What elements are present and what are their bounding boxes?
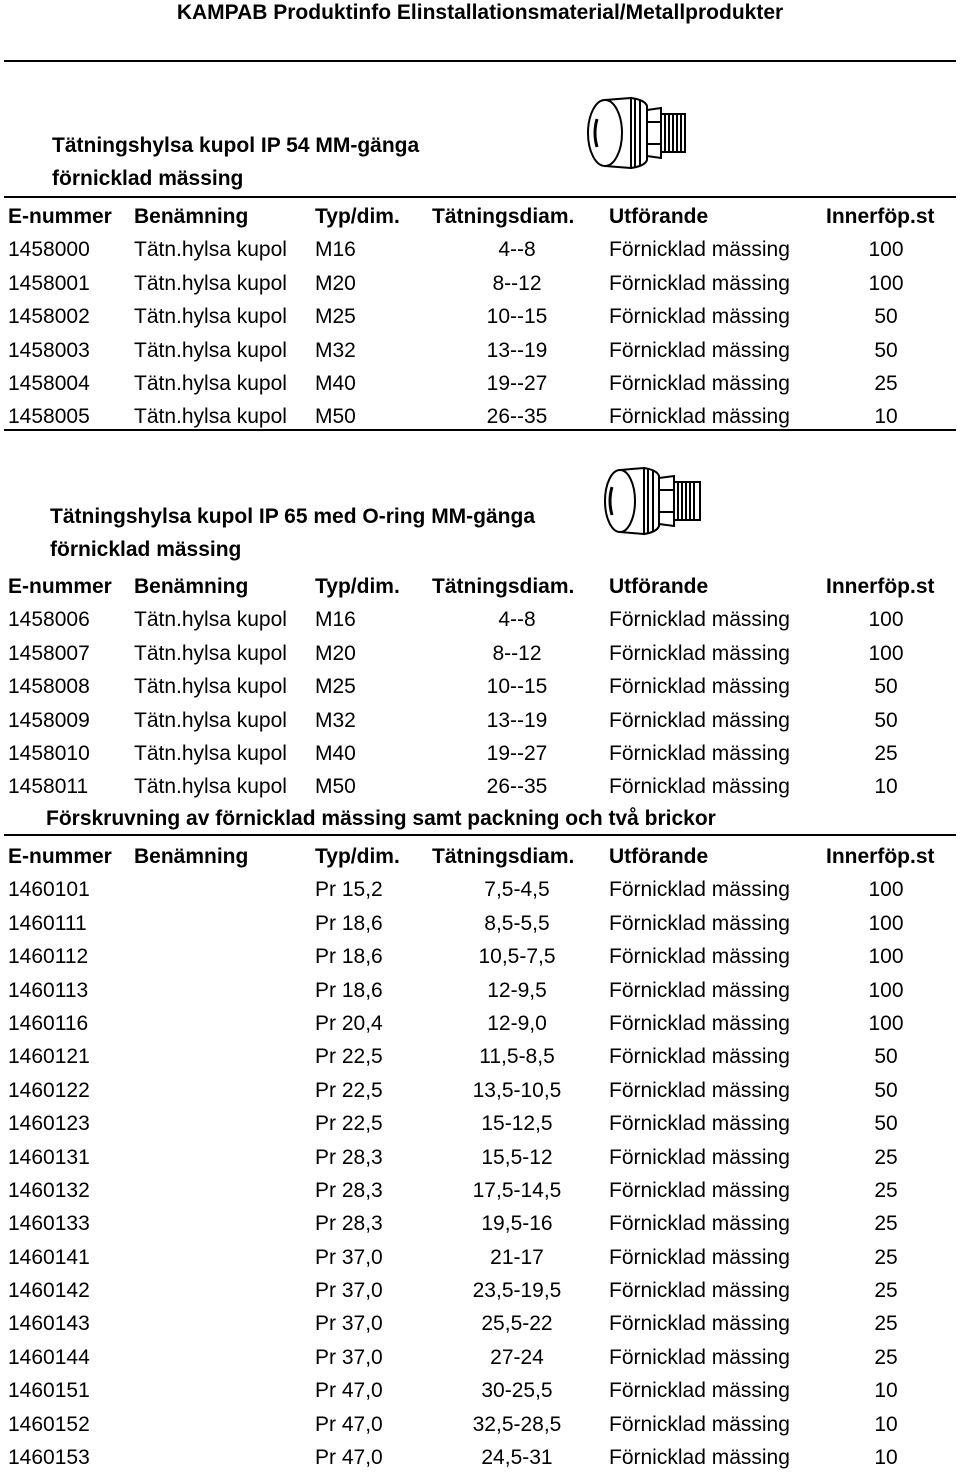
cell-innerfop: 100 xyxy=(868,641,904,665)
cell-e-nummer: 1460122 xyxy=(8,1078,90,1102)
table-row xyxy=(0,704,960,737)
cell-innerfop: 25 xyxy=(874,371,898,395)
table-row xyxy=(0,770,960,803)
cell-utforande: Förnicklad mässing xyxy=(609,305,790,329)
cell-innerfop: 25 xyxy=(874,1178,898,1202)
cell-benamning: Tätn.hylsa kupol xyxy=(134,675,287,699)
table-row xyxy=(0,1107,960,1140)
cell-e-nummer: 1460143 xyxy=(8,1312,90,1336)
cell-tatningsdiam: 8,5-5,5 xyxy=(484,911,550,935)
cell-e-nummer: 1458005 xyxy=(8,405,90,429)
cell-innerfop: 100 xyxy=(868,878,904,902)
cell-tatningsdiam: 7,5-4,5 xyxy=(484,878,550,902)
cell-typ-dim: M16 xyxy=(315,238,356,262)
cell-e-nummer: 1458008 xyxy=(8,675,90,699)
cell-innerfop: 50 xyxy=(874,708,898,732)
cell-typ-dim: M16 xyxy=(315,608,356,632)
cell-typ-dim: Pr 18,6 xyxy=(315,945,383,969)
cell-tatningsdiam: 10--15 xyxy=(486,305,548,329)
cell-e-nummer: 1458010 xyxy=(8,741,90,765)
cell-utforande: Förnicklad mässing xyxy=(609,1379,790,1403)
table-row xyxy=(0,1274,960,1307)
section3-title: Förskruvning av förnicklad mässing samt packning och två brickor xyxy=(46,807,716,830)
col-header-typ-dim: Typ/dim. xyxy=(315,845,400,868)
cell-typ-dim: M32 xyxy=(315,708,356,732)
cell-typ-dim: M25 xyxy=(315,305,356,329)
cell-e-nummer: 1458003 xyxy=(8,338,90,362)
cell-utforande: Förnicklad mässing xyxy=(609,271,790,295)
cell-typ-dim: M50 xyxy=(315,775,356,799)
cell-typ-dim: Pr 28,3 xyxy=(315,1145,383,1169)
cell-utforande: Förnicklad mässing xyxy=(609,338,790,362)
cell-typ-dim: Pr 28,3 xyxy=(315,1178,383,1202)
cell-typ-dim: M20 xyxy=(315,271,356,295)
cell-typ-dim: Pr 22,5 xyxy=(315,1045,383,1069)
cell-utforande: Förnicklad mässing xyxy=(609,1078,790,1102)
col-header-utforande: Utförande xyxy=(609,205,709,228)
cell-e-nummer: 1460152 xyxy=(8,1412,90,1436)
cell-utforande: Förnicklad mässing xyxy=(609,1446,790,1470)
cell-innerfop: 25 xyxy=(874,1212,898,1236)
cell-tatningsdiam: 19--27 xyxy=(486,741,548,765)
cell-utforande: Förnicklad mässing xyxy=(609,1212,790,1236)
cell-e-nummer: 1460123 xyxy=(8,1112,90,1136)
table-row xyxy=(0,233,960,266)
cell-utforande: Förnicklad mässing xyxy=(609,1345,790,1369)
cell-innerfop: 100 xyxy=(868,608,904,632)
col-header-innerfop: Innerföp.st xyxy=(826,205,935,228)
table-row xyxy=(0,670,960,703)
page-title: KAMPAB Produktinfo Elinstallationsmaterial/Metallprodukter xyxy=(176,1,784,24)
table-row xyxy=(0,1207,960,1240)
table-row xyxy=(0,974,960,1007)
cell-typ-dim: Pr 37,0 xyxy=(315,1312,383,1336)
cell-utforande: Förnicklad mässing xyxy=(609,911,790,935)
cell-typ-dim: M32 xyxy=(315,338,356,362)
cell-innerfop: 100 xyxy=(868,911,904,935)
cell-tatningsdiam: 8--12 xyxy=(492,641,542,665)
cell-e-nummer: 1460151 xyxy=(8,1379,90,1403)
table-row xyxy=(0,1307,960,1340)
cell-tatningsdiam: 26--35 xyxy=(486,775,548,799)
cell-utforande: Förnicklad mässing xyxy=(609,608,790,632)
cell-innerfop: 100 xyxy=(868,945,904,969)
cell-e-nummer: 1458007 xyxy=(8,641,90,665)
col-header-benamning: Benämning xyxy=(134,845,249,868)
cell-e-nummer: 1460113 xyxy=(8,978,89,1002)
col-header-benamning: Benämning xyxy=(134,575,249,598)
cell-typ-dim: Pr 18,6 xyxy=(315,978,383,1002)
cell-tatningsdiam: 26--35 xyxy=(486,405,548,429)
cell-e-nummer: 1460121 xyxy=(8,1045,90,1069)
table-header-row xyxy=(0,570,960,603)
cell-typ-dim: Pr 47,0 xyxy=(315,1446,383,1470)
cell-tatningsdiam: 15-12,5 xyxy=(481,1112,553,1136)
cell-innerfop: 25 xyxy=(874,1345,898,1369)
cell-typ-dim: M40 xyxy=(315,741,356,765)
cell-tatningsdiam: 8--12 xyxy=(492,271,542,295)
cell-utforande: Förnicklad mässing xyxy=(609,775,790,799)
cell-utforande: Förnicklad mässing xyxy=(609,371,790,395)
table-section3 xyxy=(0,840,960,1474)
cell-innerfop: 10 xyxy=(874,1412,898,1436)
cell-typ-dim: Pr 37,0 xyxy=(315,1279,383,1303)
cell-e-nummer: 1458004 xyxy=(8,371,90,395)
table-row xyxy=(0,1374,960,1407)
table-row xyxy=(0,1040,960,1073)
cell-benamning: Tätn.hylsa kupol xyxy=(134,371,287,395)
cell-utforande: Förnicklad mässing xyxy=(609,978,790,1002)
cell-tatningsdiam: 12-9,0 xyxy=(487,1011,547,1035)
cell-typ-dim: M50 xyxy=(315,405,356,429)
cell-utforande: Förnicklad mässing xyxy=(609,238,790,262)
cell-tatningsdiam: 19,5-16 xyxy=(481,1212,553,1236)
cell-benamning: Tätn.hylsa kupol xyxy=(134,271,287,295)
section1-title-line2: förnicklad mässing xyxy=(52,167,244,190)
cell-tatningsdiam: 10--15 xyxy=(486,675,548,699)
table-row xyxy=(0,907,960,940)
cell-benamning: Tätn.hylsa kupol xyxy=(134,641,287,665)
cell-innerfop: 25 xyxy=(874,741,898,765)
cell-innerfop: 50 xyxy=(874,305,898,329)
cell-innerfop: 50 xyxy=(874,338,898,362)
cell-tatningsdiam: 23,5-19,5 xyxy=(472,1279,562,1303)
cell-utforande: Förnicklad mässing xyxy=(609,741,790,765)
table-row xyxy=(0,603,960,636)
cell-utforande: Förnicklad mässing xyxy=(609,878,790,902)
cell-e-nummer: 1460142 xyxy=(8,1279,90,1303)
table-row xyxy=(0,300,960,333)
cell-typ-dim: Pr 47,0 xyxy=(315,1379,383,1403)
cell-typ-dim: Pr 20,4 xyxy=(315,1011,383,1035)
cell-innerfop: 10 xyxy=(874,1379,898,1403)
col-header-innerfop: Innerföp.st xyxy=(826,845,935,868)
cell-e-nummer: 1460133 xyxy=(8,1212,90,1236)
cell-e-nummer: 1458000 xyxy=(8,238,90,262)
cell-innerfop: 25 xyxy=(874,1245,898,1269)
cell-benamning: Tätn.hylsa kupol xyxy=(134,775,287,799)
cell-innerfop: 50 xyxy=(874,1045,898,1069)
cell-typ-dim: Pr 15,2 xyxy=(315,878,383,902)
table-row xyxy=(0,637,960,670)
cell-tatningsdiam: 4--8 xyxy=(498,608,536,632)
cell-e-nummer: 1460132 xyxy=(8,1178,90,1202)
cell-typ-dim: M20 xyxy=(315,641,356,665)
cell-e-nummer: 1458011 xyxy=(8,775,89,799)
col-header-tatningsdiam: Tätningsdiam. xyxy=(432,575,575,598)
col-header-utforande: Utförande xyxy=(609,575,709,598)
section1-bottom-rule xyxy=(4,429,956,431)
cell-typ-dim: Pr 18,6 xyxy=(315,911,383,935)
table-row xyxy=(0,367,960,400)
cell-innerfop: 100 xyxy=(868,271,904,295)
table-row xyxy=(0,940,960,973)
cell-tatningsdiam: 15,5-12 xyxy=(481,1145,553,1169)
cell-tatningsdiam: 11,5-8,5 xyxy=(479,1045,555,1069)
col-header-benamning: Benämning xyxy=(134,205,249,228)
col-header-typ-dim: Typ/dim. xyxy=(315,575,400,598)
cell-benamning: Tätn.hylsa kupol xyxy=(134,608,287,632)
cell-innerfop: 25 xyxy=(874,1279,898,1303)
cell-tatningsdiam: 13--19 xyxy=(486,338,548,362)
col-header-e-nummer: E-nummer xyxy=(8,575,112,598)
col-header-e-nummer: E-nummer xyxy=(8,845,112,868)
col-header-tatningsdiam: Tätningsdiam. xyxy=(432,845,575,868)
cell-e-nummer: 1460111 xyxy=(8,911,87,935)
cell-utforande: Förnicklad mässing xyxy=(609,405,790,429)
cell-utforande: Förnicklad mässing xyxy=(609,1412,790,1436)
cell-typ-dim: Pr 47,0 xyxy=(315,1412,383,1436)
cell-typ-dim: Pr 37,0 xyxy=(315,1245,383,1269)
cell-innerfop: 100 xyxy=(868,238,904,262)
section2-title-line2: förnicklad mässing xyxy=(50,538,242,561)
cell-benamning: Tätn.hylsa kupol xyxy=(134,708,287,732)
cell-typ-dim: Pr 37,0 xyxy=(315,1345,383,1369)
col-header-innerfop: Innerföp.st xyxy=(826,575,935,598)
cable-gland-ip54-image xyxy=(585,94,695,172)
cell-e-nummer: 1460131 xyxy=(8,1145,90,1169)
cell-e-nummer: 1460153 xyxy=(8,1446,90,1470)
cell-utforande: Förnicklad mässing xyxy=(609,1312,790,1336)
cell-innerfop: 10 xyxy=(874,775,898,799)
table-row xyxy=(0,1408,960,1441)
table-row xyxy=(0,873,960,906)
table-row xyxy=(0,1141,960,1174)
table-row xyxy=(0,1007,960,1040)
section2-title-line1: Tätningshylsa kupol IP 65 med O-ring MM-gänga xyxy=(50,505,536,528)
cell-e-nummer: 1458009 xyxy=(8,708,90,732)
cell-e-nummer: 1460144 xyxy=(8,1345,90,1369)
cell-utforande: Förnicklad mässing xyxy=(609,1145,790,1169)
table-row xyxy=(0,1174,960,1207)
cell-utforande: Förnicklad mässing xyxy=(609,1112,790,1136)
cell-tatningsdiam: 4--8 xyxy=(498,238,536,262)
cell-utforande: Förnicklad mässing xyxy=(609,641,790,665)
cell-innerfop: 50 xyxy=(874,1078,898,1102)
table-row xyxy=(0,1241,960,1274)
cell-utforande: Förnicklad mässing xyxy=(609,1045,790,1069)
cell-tatningsdiam: 13--19 xyxy=(486,708,548,732)
col-header-tatningsdiam: Tätningsdiam. xyxy=(432,205,575,228)
table-header-row xyxy=(0,200,960,233)
cell-utforande: Förnicklad mässing xyxy=(609,675,790,699)
cell-benamning: Tätn.hylsa kupol xyxy=(134,741,287,765)
table-row xyxy=(0,1441,960,1474)
table-section2 xyxy=(0,570,960,804)
table-row xyxy=(0,737,960,770)
section1-title-line1: Tätningshylsa kupol IP 54 MM-gänga xyxy=(52,134,420,157)
cell-tatningsdiam: 13,5-10,5 xyxy=(472,1078,562,1102)
table-header-row xyxy=(0,840,960,873)
cell-innerfop: 10 xyxy=(874,405,898,429)
header-divider xyxy=(4,60,956,62)
col-header-utforande: Utförande xyxy=(609,845,709,868)
cell-typ-dim: Pr 28,3 xyxy=(315,1212,383,1236)
cell-tatningsdiam: 17,5-14,5 xyxy=(472,1178,562,1202)
cell-typ-dim: Pr 22,5 xyxy=(315,1112,383,1136)
col-header-e-nummer: E-nummer xyxy=(8,205,112,228)
cell-e-nummer: 1458001 xyxy=(8,271,90,295)
cell-innerfop: 100 xyxy=(868,978,904,1002)
cell-tatningsdiam: 10,5-7,5 xyxy=(478,945,556,969)
table-section1 xyxy=(0,200,960,434)
cell-tatningsdiam: 25,5-22 xyxy=(481,1312,553,1336)
cell-utforande: Förnicklad mässing xyxy=(609,1279,790,1303)
cell-tatningsdiam: 12-9,5 xyxy=(487,978,547,1002)
table-row xyxy=(0,1341,960,1374)
cell-benamning: Tätn.hylsa kupol xyxy=(134,305,287,329)
cell-innerfop: 25 xyxy=(874,1312,898,1336)
cell-e-nummer: 1458006 xyxy=(8,608,90,632)
cell-typ-dim: M25 xyxy=(315,675,356,699)
cable-gland-ip65-image xyxy=(602,464,706,538)
cell-tatningsdiam: 27-24 xyxy=(490,1345,544,1369)
cell-typ-dim: Pr 22,5 xyxy=(315,1078,383,1102)
cell-tatningsdiam: 24,5-31 xyxy=(481,1446,553,1470)
cell-e-nummer: 1460101 xyxy=(8,878,90,902)
cell-typ-dim: M40 xyxy=(315,371,356,395)
cell-innerfop: 50 xyxy=(874,675,898,699)
cell-benamning: Tätn.hylsa kupol xyxy=(134,238,287,262)
table-row xyxy=(0,267,960,300)
cell-e-nummer: 1460116 xyxy=(8,1011,89,1035)
cell-tatningsdiam: 21-17 xyxy=(490,1245,544,1269)
cell-e-nummer: 1458002 xyxy=(8,305,90,329)
cell-utforande: Förnicklad mässing xyxy=(609,708,790,732)
cell-innerfop: 100 xyxy=(868,1011,904,1035)
cell-innerfop: 25 xyxy=(874,1145,898,1169)
col-header-typ-dim: Typ/dim. xyxy=(315,205,400,228)
cell-tatningsdiam: 32,5-28,5 xyxy=(472,1412,562,1436)
cell-tatningsdiam: 30-25,5 xyxy=(481,1379,553,1403)
cell-innerfop: 10 xyxy=(874,1446,898,1470)
cell-e-nummer: 1460112 xyxy=(8,945,89,969)
cell-innerfop: 50 xyxy=(874,1112,898,1136)
cell-benamning: Tätn.hylsa kupol xyxy=(134,405,287,429)
table-row xyxy=(0,334,960,367)
cell-utforande: Förnicklad mässing xyxy=(609,1011,790,1035)
cell-utforande: Förnicklad mässing xyxy=(609,1178,790,1202)
cell-e-nummer: 1460141 xyxy=(8,1245,90,1269)
cell-utforande: Förnicklad mässing xyxy=(609,1245,790,1269)
cell-tatningsdiam: 19--27 xyxy=(486,371,548,395)
section3-top-rule xyxy=(4,834,956,836)
section1-top-rule xyxy=(4,196,956,198)
cell-benamning: Tätn.hylsa kupol xyxy=(134,338,287,362)
table-row xyxy=(0,1074,960,1107)
cell-utforande: Förnicklad mässing xyxy=(609,945,790,969)
